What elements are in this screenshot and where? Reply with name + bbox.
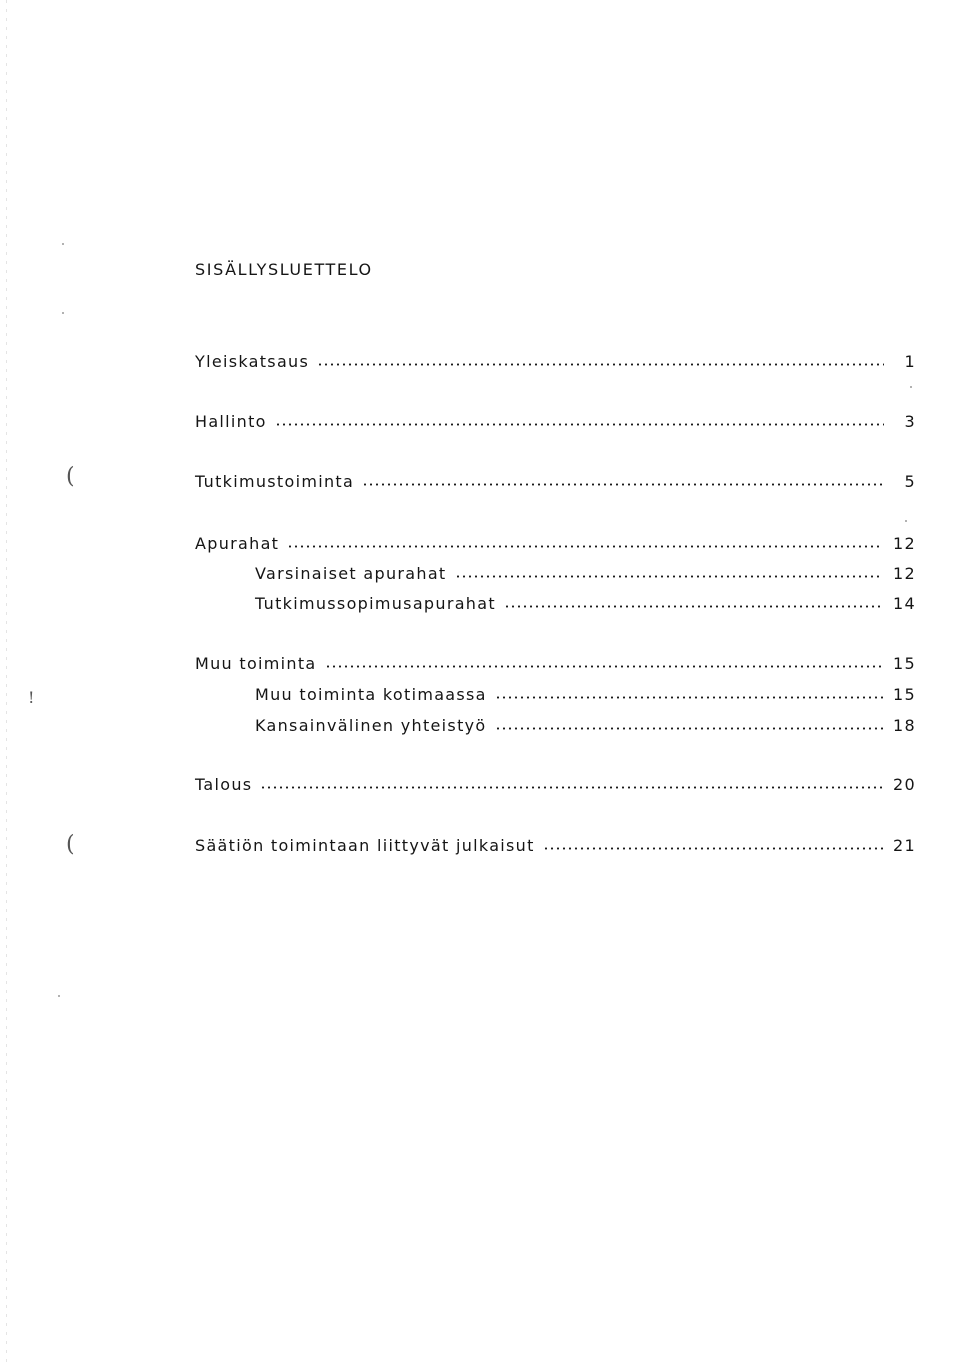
- toc-entry-hallinto: [195, 410, 916, 434]
- toc-entry-talous: [195, 773, 916, 797]
- toc-dot-leader: [260, 786, 883, 789]
- toc-dot-leader: [495, 727, 884, 730]
- toc-entry-muu-toiminta: [195, 652, 916, 676]
- toc-dot-leader: [275, 423, 884, 426]
- toc-entry-page: 18: [893, 716, 916, 735]
- toc-dot-leader: [362, 483, 884, 486]
- toc-entry-page: 15: [893, 685, 916, 704]
- toc-dot-leader: [543, 847, 883, 850]
- toc-entry-label: Varsinaiset apurahat: [255, 564, 447, 583]
- toc-entry-page: 14: [893, 594, 916, 613]
- toc-entry-label: Tutkimustoiminta: [195, 472, 355, 491]
- toc-entry-page: 20: [893, 775, 916, 794]
- scan-bracket-mark: (: [66, 464, 75, 489]
- scan-speck: [905, 520, 907, 522]
- toc-dot-leader: [287, 545, 883, 548]
- toc-entry-label: Kansainvälinen yhteistyö: [255, 716, 487, 735]
- toc-entry-julkaisut: [195, 834, 916, 858]
- toc-dot-leader: [455, 575, 884, 578]
- toc-dot-leader: [325, 665, 884, 668]
- toc-entry-label: Muu toiminta: [195, 654, 317, 673]
- scan-speck: [62, 312, 64, 314]
- toc-entry-apurahat: [195, 532, 916, 556]
- toc-entry-label: Säätiön toimintaan liittyvät julkaisut: [195, 836, 535, 855]
- toc-dot-leader: [495, 696, 883, 699]
- toc-entry-page: 3: [904, 412, 916, 431]
- toc-entry-muu-toiminta-kotimaassa: [255, 683, 916, 707]
- toc-entry-tutkimustoiminta: [195, 470, 916, 494]
- toc-entry-page: 12: [893, 534, 916, 553]
- toc-entry-tutkimussopimusapurahat: [255, 592, 916, 616]
- toc-entry-yleiskatsaus: [195, 350, 916, 374]
- toc-entry-page: 1: [904, 352, 916, 371]
- toc-entry-page: 5: [904, 472, 916, 491]
- scan-speck: [62, 243, 64, 245]
- toc-entry-page: 12: [893, 564, 916, 583]
- toc-title: SISÄLLYSLUETTELO: [195, 260, 373, 279]
- toc-entry-label: Tutkimussopimusapurahat: [255, 594, 496, 613]
- scan-bracket-mark: (: [66, 832, 75, 857]
- toc-entry-label: Apurahat: [195, 534, 280, 553]
- toc-entry-page: 15: [893, 654, 916, 673]
- toc-entry-label: Muu toiminta kotimaassa: [255, 685, 487, 704]
- toc-dot-leader: [317, 363, 884, 366]
- scan-speck: [910, 386, 912, 388]
- toc-entry-varsinaiset-apurahat: [255, 562, 916, 586]
- toc-entry-page: 21: [893, 836, 916, 855]
- toc-dot-leader: [504, 605, 883, 608]
- toc-entry-label: Hallinto: [195, 412, 267, 431]
- toc-entry-label: Yleiskatsaus: [195, 352, 310, 371]
- toc-entry-label: Talous: [195, 775, 253, 794]
- scan-speck: [58, 995, 60, 997]
- scan-tick-mark: !: [28, 688, 35, 707]
- toc-entry-kansainvalinen-yhteistyo: [255, 714, 916, 738]
- scan-edge-artifact: [6, 0, 7, 1367]
